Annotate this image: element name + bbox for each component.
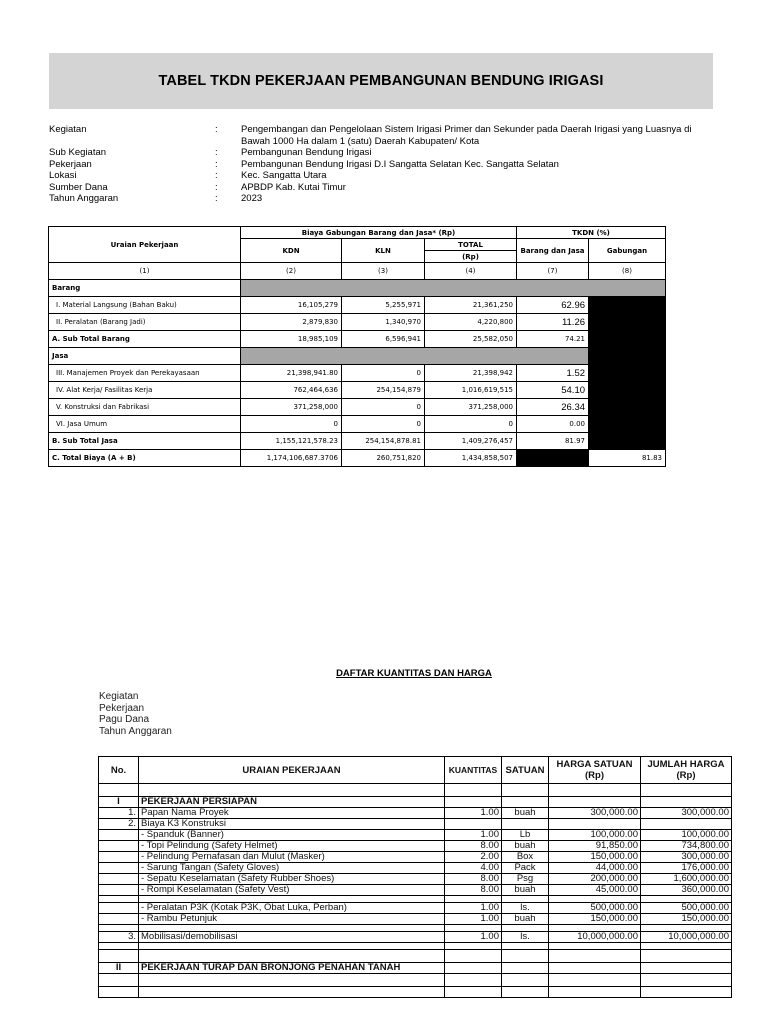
row-kdn: 1,174,106,687.3706 [241, 450, 342, 467]
item-harga: 45,000.00 [549, 885, 641, 896]
row-kln: 5,255,971 [342, 297, 425, 314]
row-total: 1,409,276,457 [425, 433, 517, 450]
info-row [49, 170, 713, 182]
info-colon: : [215, 124, 218, 135]
row-kln: 254,154,878.81 [342, 433, 425, 450]
item-no [99, 874, 139, 885]
table-row [49, 297, 666, 314]
item-qty: 8.00 [445, 885, 502, 896]
item-qty: 8.00 [445, 874, 502, 885]
header-satuan: SATUAN [502, 757, 549, 784]
row-kdn: 1,155,121,578.23 [241, 433, 342, 450]
table-row [99, 819, 732, 830]
row-tkdn: 0.00 [517, 416, 589, 433]
table-row [99, 863, 732, 874]
row-kln: 1,340,970 [342, 314, 425, 331]
row-kln: 0 [342, 365, 425, 382]
col-number: (3) [342, 263, 425, 280]
info-row [49, 193, 713, 205]
item-no: 2. [99, 819, 139, 830]
item-no [99, 863, 139, 874]
info-label: Sumber Dana [49, 181, 108, 193]
item-harga: 91,850.00 [549, 841, 641, 852]
row-kdn: 762,464,636 [241, 382, 342, 399]
daftar-info-label: Pekerjaan [99, 702, 145, 714]
item-harga: 44,000.00 [549, 863, 641, 874]
item-no: 3. [99, 932, 139, 943]
info-row [49, 159, 713, 171]
row-total: 21,361,250 [425, 297, 517, 314]
item-satuan: Box [502, 852, 549, 863]
item-no [99, 914, 139, 925]
spacer-row [99, 784, 732, 797]
item-harga: 10,000,000.00 [549, 932, 641, 943]
tkdn-header-row-1 [49, 227, 666, 239]
item-satuan: buah [502, 808, 549, 819]
row-uraian: B. Sub Total Jasa [49, 433, 241, 450]
item-harga [549, 819, 641, 830]
item-qty: 8.00 [445, 841, 502, 852]
table-row [99, 808, 732, 819]
header-uraian: URAIAN PEKERJAAN [139, 757, 445, 784]
redacted-cell [589, 416, 666, 433]
header-jumlah-label: JUMLAH HARGA [647, 759, 725, 770]
table-row [99, 885, 732, 896]
redacted-cell [589, 331, 666, 348]
info-value: Pembangunan Bendung Irigasi [241, 147, 372, 158]
redacted-cell [589, 433, 666, 450]
row-uraian: I. Material Langsung (Bahan Baku) [49, 297, 241, 314]
item-uraian: Mobilisasi/demobilisasi [139, 932, 445, 943]
col-number: (7) [517, 263, 589, 280]
row-kdn: 2,879,830 [241, 314, 342, 331]
row-kln: 260,751,820 [342, 450, 425, 467]
row-tkdn: 74.21 [517, 331, 589, 348]
item-no: 1. [99, 808, 139, 819]
row-kln: 6,596,941 [342, 331, 425, 348]
redacted-cell [517, 450, 589, 467]
row-kln: 254,154,879 [342, 382, 425, 399]
info-label: Tahun Anggaran [49, 193, 119, 204]
redacted-cell [589, 399, 666, 416]
info-row [49, 124, 713, 147]
info-value: APBDP Kab. Kutai Timur [241, 181, 346, 193]
item-uraian: - Pelindung Pernafasan dan Mulut (Masker) [139, 852, 445, 863]
row-total: 0 [425, 416, 517, 433]
row-total: 1,434,858,507 [425, 450, 517, 467]
item-satuan: buah [502, 841, 549, 852]
row-tkdn: 54.10 [517, 382, 589, 399]
header-jumlah [641, 757, 732, 784]
spacer-row [99, 943, 732, 950]
row-tkdn: 11.26 [517, 314, 589, 331]
item-uraian: - Rambu Petunjuk [139, 914, 445, 925]
row-total: 371,258,000 [425, 399, 517, 416]
item-qty: 1.00 [445, 914, 502, 925]
item-no [99, 852, 139, 863]
table-row [99, 830, 732, 841]
table-row [99, 932, 732, 943]
spacer-row [99, 925, 732, 932]
info-value: Pengembangan dan Pengelolaan Sistem Irigasi Primer dan Sekunder pada Daerah Irigasi yang Luasnya di Bawah 1000 Ha dalam 1 (satu) Daerah Kabupaten/ Kota [241, 124, 692, 147]
row-uraian: VI. Jasa Umum [49, 416, 241, 433]
row-kdn: 371,258,000 [241, 399, 342, 416]
header-total-rp: (Rp) [425, 251, 517, 263]
col-number: (4) [425, 263, 517, 280]
item-jumlah: 100,000.00 [641, 830, 732, 841]
info-row [49, 182, 713, 194]
table-row [49, 399, 666, 416]
header-biaya: Biaya Gabungan Barang dan Jasa* (Rp) [241, 227, 517, 239]
redacted-cell [589, 314, 666, 331]
redacted-cell [589, 348, 666, 365]
item-uraian: - Peralatan P3K (Kotak P3K, Obat Luka, Perban) [139, 903, 445, 914]
item-uraian: Papan Nama Proyek [139, 808, 445, 819]
section-row [99, 797, 732, 808]
header-tkdn: TKDN (%) [517, 227, 666, 239]
row-gabungan: 81.83 [589, 450, 666, 467]
redacted-cell [589, 297, 666, 314]
info-label: Lokasi [49, 170, 77, 181]
table-row [99, 914, 732, 925]
table-row [49, 314, 666, 331]
page-title: TABEL TKDN PEKERJAAN PEMBANGUNAN BENDUNG IRIGASI [158, 73, 604, 89]
section-title: PEKERJAAN PERSIAPAN [139, 797, 445, 808]
item-qty: 1.00 [445, 932, 502, 943]
row-uraian: III. Manajemen Proyek dan Perekayasaan [49, 365, 241, 382]
row-uraian: V. Konstruksi dan Fabrikasi [49, 399, 241, 416]
item-jumlah: 300,000.00 [641, 852, 732, 863]
item-qty: 1.00 [445, 830, 502, 841]
header-kln: KLN [342, 239, 425, 263]
daftar-table [98, 756, 732, 998]
row-kdn: 0 [241, 416, 342, 433]
item-satuan [502, 819, 549, 830]
row-tkdn: 81.97 [517, 433, 589, 450]
item-no [99, 885, 139, 896]
spacer-row [99, 950, 732, 963]
header-harga [549, 757, 641, 784]
spacer-row [99, 896, 732, 903]
barang-label: Barang [49, 280, 241, 297]
row-uraian: II. Peralatan (Barang Jadi) [49, 314, 241, 331]
row-uraian: IV. Alat Kerja/ Fasilitas Kerja [49, 382, 241, 399]
info-colon: : [215, 147, 218, 158]
info-block [49, 124, 713, 205]
info-colon: : [215, 158, 218, 170]
col-number: (8) [589, 263, 666, 280]
row-kdn: 16,105,279 [241, 297, 342, 314]
info-colon: : [215, 181, 218, 193]
info-colon: : [215, 193, 218, 204]
item-qty: 1.00 [445, 808, 502, 819]
item-jumlah: 300,000.00 [641, 808, 732, 819]
gray-band [241, 348, 589, 365]
info-colon: : [215, 170, 218, 181]
section-no: II [99, 963, 139, 974]
tkdn-number-row [49, 263, 666, 280]
item-satuan: buah [502, 914, 549, 925]
daftar-header-row [99, 757, 732, 784]
header-harga-rp: (Rp) [585, 770, 604, 781]
item-no [99, 841, 139, 852]
spacer-row [99, 987, 732, 998]
row-uraian: A. Sub Total Barang [49, 331, 241, 348]
item-satuan: ls. [502, 932, 549, 943]
header-barang-jasa: Barang dan Jasa [517, 239, 589, 263]
table-row [99, 874, 732, 885]
row-total: 25,582,050 [425, 331, 517, 348]
gray-band [241, 280, 666, 297]
info-label: Kegiatan [49, 124, 87, 135]
item-satuan: Lb [502, 830, 549, 841]
row-total: 21,398,942 [425, 365, 517, 382]
header-uraian: Uraian Pekerjaan [49, 227, 241, 263]
row-total: 4,220,800 [425, 314, 517, 331]
header-total: TOTAL [425, 239, 517, 251]
item-harga: 150,000.00 [549, 852, 641, 863]
item-qty: 1.00 [445, 903, 502, 914]
row-kln: 0 [342, 399, 425, 416]
item-jumlah: 734,800.00 [641, 841, 732, 852]
info-label: Sub Kegiatan [49, 147, 107, 158]
item-satuan: ls. [502, 903, 549, 914]
row-kln: 0 [342, 416, 425, 433]
daftar-info-label: Kegiatan [99, 691, 139, 702]
item-jumlah: 500,000.00 [641, 903, 732, 914]
item-qty: 2.00 [445, 852, 502, 863]
total-row [49, 450, 666, 467]
jasa-section-row [49, 348, 666, 365]
section-no: I [99, 797, 139, 808]
section-title: PEKERJAAN TURAP DAN BRONJONG PENAHAN TANAH [139, 963, 445, 974]
col-number: (2) [241, 263, 342, 280]
col-number: (1) [49, 263, 241, 280]
row-kdn: 18,985,109 [241, 331, 342, 348]
item-uraian: - Topi Pelindung (Safety Helmet) [139, 841, 445, 852]
header-gabungan: Gabungan [589, 239, 666, 263]
item-harga: 150,000.00 [549, 914, 641, 925]
daftar-info-label: Tahun Anggaran [99, 725, 172, 737]
item-harga: 500,000.00 [549, 903, 641, 914]
subtotal-jasa-row [49, 433, 666, 450]
spacer-row [99, 974, 732, 987]
table-row [99, 852, 732, 863]
item-uraian: - Spanduk (Banner) [139, 830, 445, 841]
item-jumlah: 150,000.00 [641, 914, 732, 925]
item-qty: 4.00 [445, 863, 502, 874]
item-satuan: Psg [502, 874, 549, 885]
jasa-label: Jasa [49, 348, 241, 365]
section-row [99, 963, 732, 974]
subtotal-barang-row [49, 331, 666, 348]
daftar-info [99, 691, 172, 737]
item-satuan: buah [502, 885, 549, 896]
info-value: Kec. Sangatta Utara [241, 170, 327, 181]
redacted-cell [589, 365, 666, 382]
item-jumlah: 176,000.00 [641, 863, 732, 874]
row-kdn: 21,398,941.80 [241, 365, 342, 382]
row-total: 1,016,619,515 [425, 382, 517, 399]
row-tkdn: 1.52 [517, 365, 589, 382]
info-value: 2023 [241, 193, 263, 204]
title-banner [49, 53, 713, 109]
item-qty [445, 819, 502, 830]
info-value: Pembangunan Bendung Irigasi D.I Sangatta Selatan Kec. Sangatta Selatan [241, 158, 559, 170]
table-row [99, 841, 732, 852]
redacted-cell [589, 382, 666, 399]
row-tkdn: 26.34 [517, 399, 589, 416]
item-harga: 200,000.00 [549, 874, 641, 885]
item-jumlah: 360,000.00 [641, 885, 732, 896]
tkdn-table [48, 226, 666, 467]
item-jumlah [641, 819, 732, 830]
item-harga: 300,000.00 [549, 808, 641, 819]
item-uraian: - Rompi Keselamatan (Safety Vest) [139, 885, 445, 896]
row-tkdn: 62.96 [517, 297, 589, 314]
daftar-title: DAFTAR KUANTITAS DAN HARGA [336, 668, 492, 679]
daftar-info-label: Pagu Dana [99, 714, 150, 725]
header-no: No. [99, 757, 139, 784]
info-label: Pekerjaan [49, 158, 92, 170]
item-uraian: - Sarung Tangan (Safety Gloves) [139, 863, 445, 874]
item-jumlah: 1,600,000.00 [641, 874, 732, 885]
item-uraian: Biaya K3 Konstruksi [139, 819, 445, 830]
barang-section-row [49, 280, 666, 297]
header-harga-label: HARGA SATUAN [556, 759, 633, 770]
table-row [49, 416, 666, 433]
header-kuantitas: KUANTITAS [445, 757, 502, 784]
item-harga: 100,000.00 [549, 830, 641, 841]
header-kdn: KDN [241, 239, 342, 263]
item-no [99, 830, 139, 841]
item-jumlah: 10,000,000.00 [641, 932, 732, 943]
row-uraian: C. Total Biaya (A + B) [49, 450, 241, 467]
header-jumlah-rp: (Rp) [676, 770, 696, 781]
table-row [49, 382, 666, 399]
table-row [49, 365, 666, 382]
item-satuan: Pack [502, 863, 549, 874]
table-row [99, 903, 732, 914]
item-uraian: - Sepatu Keselamatan (Safety Rubber Shoes) [139, 874, 445, 885]
info-row [49, 147, 713, 159]
item-no [99, 903, 139, 914]
